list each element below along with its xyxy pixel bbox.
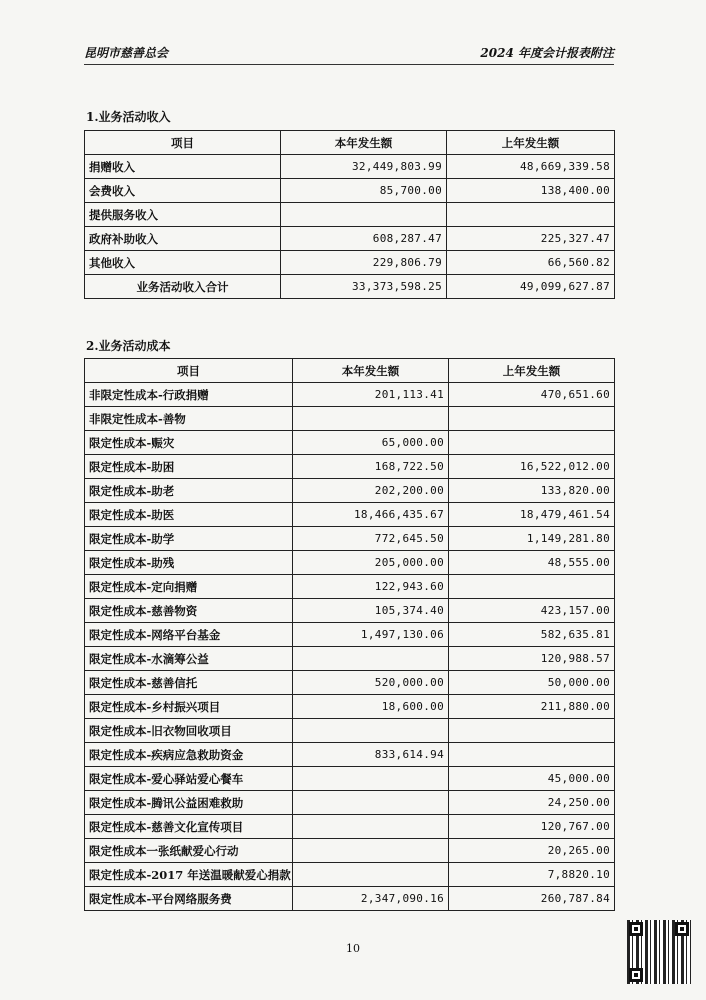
column-header-prior-year: 上年发生额 <box>447 131 615 155</box>
current-year-amount-cell: 18,466,435.67 <box>293 503 449 527</box>
table-row <box>85 863 615 887</box>
current-year-amount-cell <box>293 791 449 815</box>
prior-year-amount-cell <box>449 743 615 767</box>
table-row <box>85 719 615 743</box>
table-row <box>85 599 615 623</box>
table-row <box>85 479 615 503</box>
current-year-amount-cell: 122,943.60 <box>293 575 449 599</box>
item-name-cell: 限定性成本-疾病应急救助资金 <box>85 743 293 767</box>
table-row <box>85 815 615 839</box>
item-name-cell: 限定性成本-爱心驿站爱心餐车 <box>85 767 293 791</box>
section-title-cost: 2.业务活动成本 <box>86 339 171 353</box>
document-title: 2024 年度会计报表附注 <box>480 46 614 60</box>
prior-year-amount-cell: 470,651.60 <box>449 383 615 407</box>
column-header-prior-year: 上年发生额 <box>449 359 615 383</box>
prior-year-amount-cell: 48,555.00 <box>449 551 615 575</box>
current-year-amount-cell <box>293 767 449 791</box>
prior-year-amount-cell: 133,820.00 <box>449 479 615 503</box>
item-name-cell: 限定性成本-慈善信托 <box>85 671 293 695</box>
item-name-cell: 限定性成本-水滴筹公益 <box>85 647 293 671</box>
current-year-amount-cell: 33,373,598.25 <box>281 275 447 299</box>
item-name-cell: 限定性成本-乡村振兴项目 <box>85 695 293 719</box>
item-name-cell: 限定性成本-定向捐赠 <box>85 575 293 599</box>
item-name-cell: 限定性成本一张纸献爱心行动 <box>85 839 293 863</box>
prior-year-amount-cell: 120,988.57 <box>449 647 615 671</box>
prior-year-amount-cell: 582,635.81 <box>449 623 615 647</box>
table-row <box>85 791 615 815</box>
organization-name: 昆明市慈善总会 <box>84 46 169 60</box>
prior-year-amount-cell <box>449 431 615 455</box>
table-row <box>85 647 615 671</box>
table-row <box>85 251 615 275</box>
item-name-cell: 限定性成本-助老 <box>85 479 293 503</box>
current-year-amount-cell: 18,600.00 <box>293 695 449 719</box>
table-row <box>85 503 615 527</box>
item-name-cell: 限定性成本-慈善物资 <box>85 599 293 623</box>
prior-year-amount-cell <box>447 203 615 227</box>
prior-year-amount-cell: 138,400.00 <box>447 179 615 203</box>
item-name-cell: 捐赠收入 <box>85 155 281 179</box>
item-name-cell: 会费收入 <box>85 179 281 203</box>
item-name-cell: 非限定性成本-善物 <box>85 407 293 431</box>
current-year-amount-cell <box>293 719 449 743</box>
current-year-amount-cell: 772,645.50 <box>293 527 449 551</box>
table-row <box>85 407 615 431</box>
prior-year-amount-cell: 16,522,012.00 <box>449 455 615 479</box>
table-row <box>85 227 615 251</box>
prior-year-amount-cell: 211,880.00 <box>449 695 615 719</box>
section-title-revenue: 1.业务活动收入 <box>86 110 171 124</box>
current-year-amount-cell: 520,000.00 <box>293 671 449 695</box>
item-name-cell: 政府补助收入 <box>85 227 281 251</box>
prior-year-amount-cell <box>449 719 615 743</box>
item-name-cell: 业务活动收入合计 <box>85 275 281 299</box>
table-row <box>85 527 615 551</box>
prior-year-amount-cell: 20,265.00 <box>449 839 615 863</box>
current-year-amount-cell: 608,287.47 <box>281 227 447 251</box>
prior-year-amount-cell: 18,479,461.54 <box>449 503 615 527</box>
item-name-cell: 其他收入 <box>85 251 281 275</box>
current-year-amount-cell <box>293 863 449 887</box>
column-header-item: 项目 <box>85 359 293 383</box>
current-year-amount-cell: 833,614.94 <box>293 743 449 767</box>
prior-year-amount-cell: 260,787.84 <box>449 887 615 911</box>
current-year-amount-cell: 202,200.00 <box>293 479 449 503</box>
prior-year-amount-cell: 48,669,339.58 <box>447 155 615 179</box>
table-row <box>85 155 615 179</box>
item-name-cell: 限定性成本-助医 <box>85 503 293 527</box>
item-name-cell: 限定性成本-助残 <box>85 551 293 575</box>
current-year-amount-cell: 205,000.00 <box>293 551 449 575</box>
table-row <box>85 623 615 647</box>
current-year-amount-cell <box>281 203 447 227</box>
item-name-cell: 限定性成本-助学 <box>85 527 293 551</box>
table-header-row <box>85 131 615 155</box>
table-row <box>85 839 615 863</box>
prior-year-amount-cell: 7,8820.10 <box>449 863 615 887</box>
table-row <box>85 767 615 791</box>
cost-table <box>84 358 615 911</box>
prior-year-amount-cell <box>449 575 615 599</box>
item-name-cell: 限定性成本-赈灾 <box>85 431 293 455</box>
item-name-cell: 非限定性成本-行政捐赠 <box>85 383 293 407</box>
prior-year-amount-cell: 423,157.00 <box>449 599 615 623</box>
item-name-cell: 提供服务收入 <box>85 203 281 227</box>
table-row <box>85 179 615 203</box>
page-number: 10 <box>346 942 360 955</box>
header-divider <box>84 64 614 65</box>
current-year-amount-cell: 32,449,803.99 <box>281 155 447 179</box>
current-year-amount-cell: 65,000.00 <box>293 431 449 455</box>
item-name-cell: 限定性成本-助困 <box>85 455 293 479</box>
item-name-cell: 限定性成本-旧衣物回收项目 <box>85 719 293 743</box>
current-year-amount-cell: 168,722.50 <box>293 455 449 479</box>
item-name-cell: 限定性成本-网络平台基金 <box>85 623 293 647</box>
table-row <box>85 455 615 479</box>
current-year-amount-cell: 105,374.40 <box>293 599 449 623</box>
column-header-item: 项目 <box>85 131 281 155</box>
table-header-row <box>85 359 615 383</box>
prior-year-amount-cell: 49,099,627.87 <box>447 275 615 299</box>
current-year-amount-cell: 229,806.79 <box>281 251 447 275</box>
item-name-cell: 限定性成本-2017 年送温暖献爱心捐款 <box>85 863 293 887</box>
item-name-cell: 限定性成本-平台网络服务费 <box>85 887 293 911</box>
table-row <box>85 383 615 407</box>
current-year-amount-cell <box>293 839 449 863</box>
current-year-amount-cell: 85,700.00 <box>281 179 447 203</box>
prior-year-amount-cell: 50,000.00 <box>449 671 615 695</box>
table-row <box>85 743 615 767</box>
current-year-amount-cell <box>293 815 449 839</box>
table-row <box>85 671 615 695</box>
table-row <box>85 551 615 575</box>
prior-year-amount-cell: 225,327.47 <box>447 227 615 251</box>
table-row <box>85 695 615 719</box>
column-header-current-year: 本年发生额 <box>281 131 447 155</box>
current-year-amount-cell: 201,113.41 <box>293 383 449 407</box>
prior-year-amount-cell <box>449 407 615 431</box>
current-year-amount-cell <box>293 647 449 671</box>
prior-year-amount-cell: 120,767.00 <box>449 815 615 839</box>
table-row <box>85 575 615 599</box>
current-year-amount-cell: 2,347,090.16 <box>293 887 449 911</box>
item-name-cell: 限定性成本-慈善文化宣传项目 <box>85 815 293 839</box>
current-year-amount-cell <box>293 407 449 431</box>
prior-year-amount-cell: 66,560.82 <box>447 251 615 275</box>
item-name-cell: 限定性成本-腾讯公益困难救助 <box>85 791 293 815</box>
table-row <box>85 887 615 911</box>
table-row <box>85 203 615 227</box>
current-year-amount-cell: 1,497,130.06 <box>293 623 449 647</box>
prior-year-amount-cell: 1,149,281.80 <box>449 527 615 551</box>
revenue-table <box>84 130 615 299</box>
total-row <box>85 275 615 299</box>
prior-year-amount-cell: 45,000.00 <box>449 767 615 791</box>
column-header-current-year: 本年发生额 <box>293 359 449 383</box>
qr-code <box>627 920 691 984</box>
table-row <box>85 431 615 455</box>
prior-year-amount-cell: 24,250.00 <box>449 791 615 815</box>
